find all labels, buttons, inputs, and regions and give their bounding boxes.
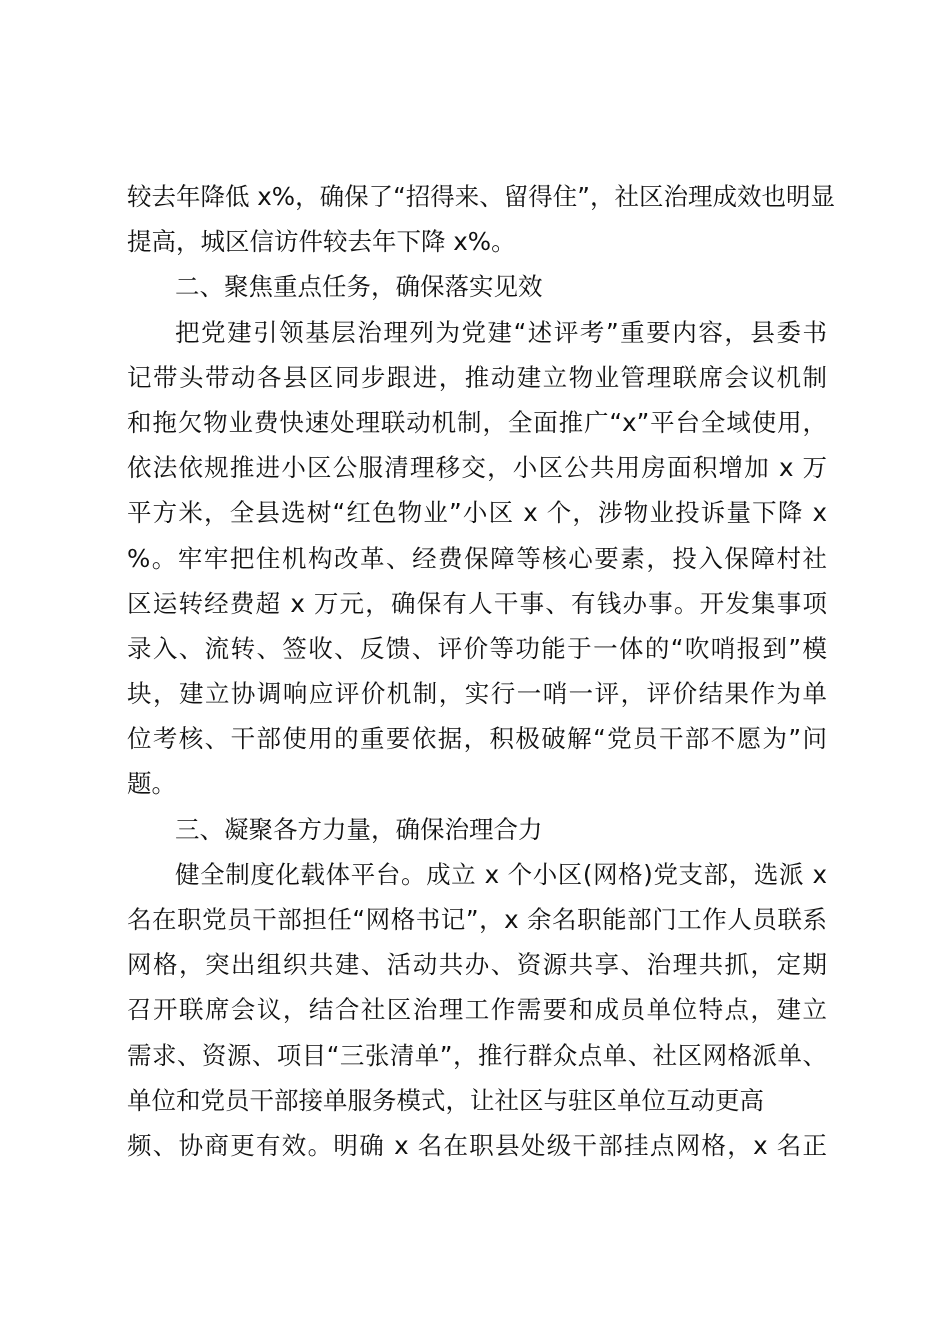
text-line: 频、协商更有效。明确 x 名在职县处级干部挂点网格，x 名正: [127, 1130, 827, 1160]
text-line: %。牢牢把住机构改革、经费保障等核心要素，投入保障村社: [127, 543, 827, 573]
text-line: 网格，突出组织共建、活动共办、资源共享、治理共抓，定期: [127, 950, 827, 980]
section-heading: 二、聚焦重点任务，确保落实见效: [175, 272, 543, 302]
text-line: 把党建引领基层治理列为党建“述评考”重要内容，县委书: [175, 317, 827, 347]
text-line: 需求、资源、项目“三张清单”，推行群众点单、社区网格派单、: [127, 1040, 827, 1070]
text-line: 名在职党员干部担任“网格书记”，x 余名职能部门工作人员联系: [127, 905, 827, 934]
text-line: 位考核、干部使用的重要依据，积极破解“党员干部不愿为”问: [127, 724, 827, 754]
text-line: 提高，城区信访件较去年下降 x%。: [127, 227, 516, 257]
text-line: 记带头带动各县区同步跟进，推动建立物业管理联席会议机制: [127, 362, 827, 392]
text-line: 健全制度化载体平台。成立 x 个小区(网格)党支部，选派 x: [175, 859, 827, 889]
text-line: 召开联席会议，结合社区治理工作需要和成员单位特点，建立: [127, 995, 827, 1025]
text-line: 录入、流转、签收、反馈、评价等功能于一体的“吹哨报到”模: [127, 633, 827, 663]
text-line: 块，建立协调响应评价机制，实行一哨一评，评价结果作为单: [127, 679, 827, 709]
text-line: 题。: [127, 769, 176, 799]
text-line: 较去年降低 x%，确保了“招得来、留得住”，社区治理成效也明显: [127, 182, 835, 211]
section-heading: 三、凝聚各方力量，确保治理合力: [175, 814, 543, 844]
text-line: 单位和党员干部接单服务模式，让社区与驻区单位互动更高: [127, 1085, 764, 1115]
document-body: [127, 174, 835, 1168]
text-line: 平方米，全县选树“红色物业”小区 x 个，涉物业投诉量下降 x: [127, 498, 827, 528]
text-line: 区运转经费超 x 万元，确保有人干事、有钱办事。开发集事项: [127, 588, 827, 618]
text-line: 依法依规推进小区公服清理移交，小区公共用房面积增加 x 万: [127, 453, 827, 483]
text-line: 和拖欠物业费快速处理联动机制，全面推广“x”平台全域使用，: [127, 407, 827, 437]
